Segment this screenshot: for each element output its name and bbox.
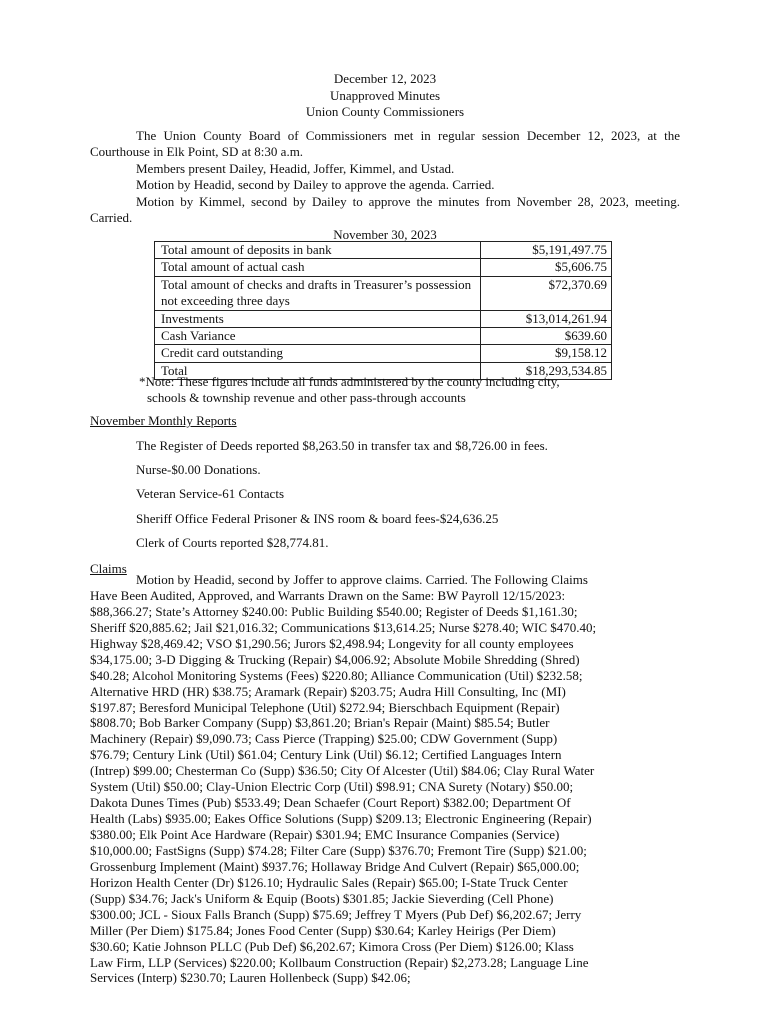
financial-row-amount: $13,014,261.94 — [481, 310, 612, 327]
financial-row — [155, 259, 612, 276]
claims-line: $34,175.00; 3-D Digging & Trucking (Repair) $4,006.92; Absolute Mobile Shredding (Shred) — [90, 651, 580, 667]
financial-row-label: Investments — [155, 310, 481, 327]
financial-row-label: Total amount of actual cash — [155, 259, 481, 276]
report-register-of-deeds: The Register of Deeds reported $8,263.50 in transfer tax and $8,726.00 in fees. — [136, 438, 548, 453]
meeting-date: December 12, 2023 — [333, 71, 437, 86]
claims-line: (Intrep) $99.00; Chesterman Co (Supp) $36.50; City Of Alcester (Util) $84.06; Clay Rural Water — [90, 763, 595, 779]
document-status: Unapproved Minutes — [329, 87, 441, 103]
financial-row-label: Total amount of deposits in bank — [155, 242, 481, 259]
claims-line: Law Firm, LLP (Services) $220.00; Kollbaum Construction (Repair) $2,273.28; Language Line — [90, 954, 589, 970]
financial-row — [155, 242, 612, 259]
claims-line: Services (Interp) $230.70; Lauren Hollenbeck (Supp) $42.06; — [90, 970, 411, 986]
report-clerk-of-courts: Clerk of Courts reported $28,774.81. — [136, 535, 329, 550]
claims-line: $808.70; Bob Barker Company (Supp) $3,861.20; Brian's Repair (Maint) $85.54; Butler — [90, 715, 550, 731]
claims-line: Have Been Audited, Approved, and Warrants Drawn on the Same: BW Payroll 12/15/2023: — [90, 587, 566, 603]
financial-table-title: November 30, 2023 — [333, 227, 437, 242]
financial-row — [155, 276, 612, 310]
claims-line: $10,000.00; FastSigns (Supp) $74.28; Filter Care (Supp) $376.70; Fremont Tire (Supp) $21.00; — [90, 842, 587, 858]
claims-line: Health (Labs) $935.00; Eakes Office Solutions (Supp) $209.13; Electronic Engineering (Repair) — [90, 811, 592, 827]
claims-line: $300.00; JCL - Sioux Falls Branch (Supp) $75.69; Jeffrey T Myers (Pub Def) $6,202.67; Jerry — [90, 906, 582, 922]
commission-name: Union County Commissioners — [305, 104, 465, 119]
financial-note — [139, 374, 659, 407]
claims-line: Sheriff $20,885.62; Jail $21,016.32; Communications $13,614.25; Nurse $278.40; WIC $470.40; — [90, 619, 597, 635]
financial-row-amount: $5,191,497.75 — [481, 242, 612, 259]
claims-line: $30.60; Katie Johnson PLLC (Pub Def) $6,202.67; Kimora Cross (Per Diem) $126.00; Klass — [90, 938, 574, 954]
claims-line: Machinery (Repair) $9,090.73; Cass Pierce (Trapping) $25.00; CDW Government (Supp) — [90, 731, 558, 747]
report-veteran-service: Veteran Service-61 Contacts — [136, 486, 285, 501]
financial-table — [154, 241, 612, 380]
claims-line: $40.28; Alcohol Monitoring Systems (Fees) $220.80; Alliance Communication (Util) $232.58; — [90, 667, 583, 683]
monthly-reports-heading: November Monthly Reports — [90, 413, 237, 428]
financial-row-label: Credit card outstanding — [155, 345, 481, 362]
financial-row — [155, 310, 612, 327]
claims-line: $197.87; Beresford Municipal Telephone (Util) $272.94; Bierschbach Equipment (Repair) — [90, 699, 560, 715]
claims-paragraph — [90, 572, 680, 986]
financial-row — [155, 345, 612, 362]
claims-heading: Claims — [90, 561, 127, 576]
claims-line: Horizon Health Center (Dr) $126.10; Hydraulic Sales (Repair) $65.00; I-State Truck Center — [90, 874, 568, 890]
financial-row-amount: $9,158.12 — [481, 345, 612, 362]
session-paragraph: The Union County Board of Commissioners met in regular session December 12, 2023, at the Courthouse in Elk Point, SD at 8:30 a.m. — [90, 128, 680, 160]
financial-row-amount: $18,293,534.85 — [481, 362, 612, 379]
claims-line: Highway $28,469.42; VSO $1,290.56; Jurors $2,498.94; Longevity for all county employees — [90, 635, 574, 651]
minutes-motion: Motion by Kimmel, second by Dailey to approve the minutes from November 28, 2023, meeting. Carried. — [90, 193, 680, 226]
note-line: *Note: These figures include all funds administered by the county including city, — [139, 374, 560, 389]
claims-line: Grossenburg Implement (Maint) $937.76; Hollaway Bridge And Culvert (Repair) $65,000.00; — [90, 858, 580, 874]
claims-line: Motion by Headid, second by Joffer to approve claims. Carried. The Following Claims — [136, 572, 588, 587]
claims-line: Miller (Per Diem) $175.84; Jones Food Center (Supp) $30.64; Karley Heirigs (Per Diem) — [90, 922, 556, 938]
report-nurse: Nurse-$0.00 Donations. — [136, 462, 261, 477]
claims-line: $88,366.27; State’s Attorney $240.00: Public Building $540.00; Register of Deeds $1,161.30; — [90, 603, 578, 619]
financial-row-amount: $5,606.75 — [481, 259, 612, 276]
claims-line: Dakota Dunes Times (Pub) $533.49; Dean Schaefer (Court Report) $382.00; Department Of — [90, 795, 571, 811]
intro-section — [90, 128, 680, 226]
agenda-motion: Motion by Headid, second by Dailey to approve the agenda. Carried. — [136, 177, 495, 193]
document-header — [0, 71, 770, 121]
claims-line: $380.00; Elk Point Ace Hardware (Repair) $301.94; EMC Insurance Companies (Service) — [90, 827, 560, 842]
financial-row-amount: $72,370.69 — [481, 276, 612, 310]
claims-line: System (Util) $50.00; Clay-Union Electric Corp (Util) $98.91; CNA Surety (Notary) $50.00; — [90, 779, 574, 795]
members-present: Members present Dailey, Headid, Joffer, Kimmel, and Ustad. — [136, 160, 455, 176]
financial-row-label: Total amount of checks and drafts in Treasurer’s possession not exceeding three days — [155, 276, 481, 310]
financial-row-label: Cash Variance — [155, 328, 481, 345]
note-line: schools & township revenue and other pass-through accounts — [147, 390, 466, 406]
claims-line: (Supp) $34.76; Jack's Uniform & Equip (Boots) $301.85; Jackie Sieverding (Cell Phone) — [90, 890, 554, 906]
financial-row — [155, 328, 612, 345]
claims-line: Alternative HRD (HR) $38.75; Aramark (Repair) $203.75; Audra Hill Consulting, Inc (MI) — [90, 683, 566, 699]
claims-line: $76.79; Century Link (Util) $61.04; Century Link (Util) $6.12; Certified Languages Intern — [90, 747, 562, 763]
report-sheriff: Sheriff Office Federal Prisoner & INS room & board fees-$24,636.25 — [136, 511, 499, 526]
financial-row-label: Total — [155, 362, 481, 379]
financial-row-amount: $639.60 — [481, 328, 612, 345]
